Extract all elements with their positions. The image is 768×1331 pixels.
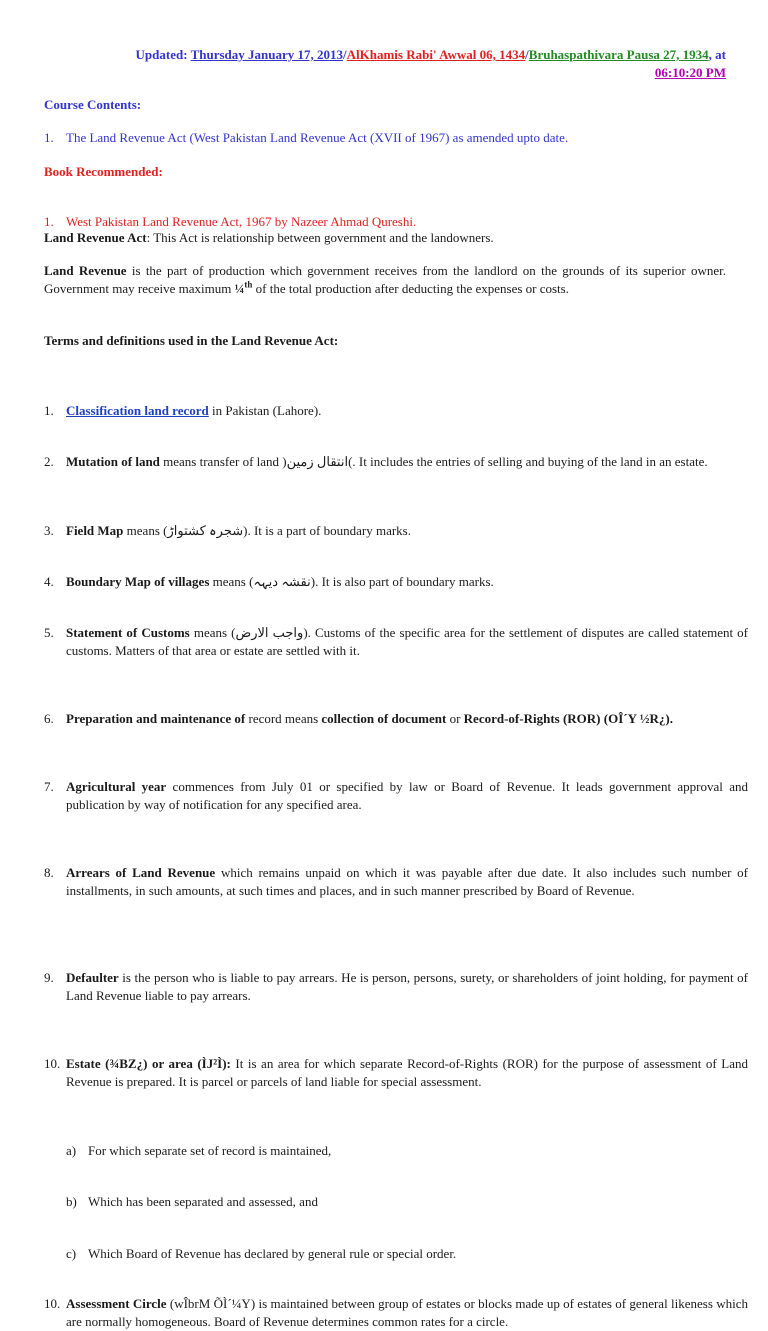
sub-list-item — [66, 1245, 748, 1263]
term-name: Boundary Map of villages — [66, 574, 210, 589]
list-letter: c) — [66, 1246, 77, 1261]
term-text: means (واجب الارض). Customs of the specific area for the settlement of disputes are called statement of customs. Matters of that area or estate are settled with it. — [66, 625, 749, 658]
superscript: th — [244, 279, 253, 290]
sub-list-item — [66, 1193, 748, 1211]
list-number: 10. — [44, 1296, 61, 1311]
list-number: 9. — [44, 970, 54, 985]
time[interactable]: 06:10:20 PM — [654, 65, 726, 80]
land-revenue-act-paragraph — [44, 229, 726, 247]
list-number: 6. — [44, 711, 54, 726]
definition-text: is the part of production which government receives from the landlord on the grounds of its superior owner. Government may receive maximum — [44, 263, 726, 296]
separator: / — [525, 47, 529, 62]
term-text: means (نقشہ دیہہ). It is also part of boundary marks. — [209, 574, 494, 589]
term-text: means transfer of land )انتقال زمین(. It includes the entries of selling and buying of the land in an estate. — [159, 454, 708, 469]
term-text: in Pakistan (Lahore). — [208, 403, 322, 418]
term-text: (wÎbrM ÕÌ´¼Y) is maintained between group of estates or blocks made up of estates of general likeness which are normally homogeneous. Board of Revenue determines common rates for a circle. — [66, 1296, 748, 1329]
separator: / — [343, 47, 347, 62]
sub-item-text: Which Board of Revenue has declared by general rule or special order. — [88, 1246, 457, 1261]
term-name: Arrears of Land Revenue — [66, 865, 216, 880]
list-letter: b) — [66, 1194, 77, 1209]
term-text: commences from July 01 or specified by law or Board of Revenue. It leads government approval and publication by way of notification for any specified area. — [66, 779, 748, 812]
updated-header — [70, 46, 726, 82]
term-item — [44, 522, 748, 540]
term-name: Estate (¾BZ¿) or area (ÌJ²Ì): — [66, 1056, 231, 1071]
term-item — [44, 624, 748, 660]
term-name: Defaulter — [66, 970, 119, 985]
definition-text: : This Act is relationship between government and the landowners. — [146, 230, 494, 245]
term-text: or — [446, 711, 464, 726]
list-letter: a) — [66, 1143, 77, 1158]
book-recommended-heading: Book Recommended: — [44, 164, 163, 179]
list-number: 5. — [44, 625, 54, 640]
list-number: 3. — [44, 523, 54, 538]
term-item — [44, 778, 748, 814]
term-name: Agricultural year — [66, 779, 167, 794]
fraction: ¼ — [234, 281, 245, 296]
term-name: Assessment Circle — [66, 1296, 167, 1311]
land-revenue-paragraph — [44, 262, 726, 298]
term-name: Preparation and maintenance of — [66, 711, 246, 726]
term-name: Field Map — [66, 523, 124, 538]
course-item-text: The Land Revenue Act (West Pakistan Land Revenue Act (XVII of 1967) as amended upto date. — [66, 130, 569, 145]
course-item — [44, 129, 748, 147]
term-item — [44, 453, 748, 471]
term-name: Statement of Customs — [66, 625, 190, 640]
list-number: 8. — [44, 865, 54, 880]
sub-list-item — [66, 1142, 748, 1160]
book-item-text: West Pakistan Land Revenue Act, 1967 by Nazeer Ahmad Qureshi. — [66, 214, 417, 229]
term-text: is the person who is liable to pay arrears. He is person, persons, surety, or shareholders of joint holding, for payment of Land Revenue liable to pay arrears. — [66, 970, 748, 1003]
list-number: 4. — [44, 574, 54, 589]
gregorian-date[interactable]: Thursday January 17, 2013 — [190, 47, 343, 62]
term-name: Mutation of land — [66, 454, 160, 469]
term-item — [44, 573, 748, 591]
term-item — [44, 969, 748, 1005]
term-land-revenue-act: Land Revenue Act — [44, 230, 147, 245]
term-item — [44, 402, 748, 420]
list-number: 1. — [44, 214, 54, 229]
classification-land-record-link[interactable]: Classification land record — [66, 403, 209, 418]
term-item — [44, 864, 748, 900]
term-name: collection of document — [321, 711, 447, 726]
term-item — [44, 710, 748, 728]
hijri-date[interactable]: AlKhamis Rabi' Awwal 06, 1434 — [346, 47, 526, 62]
term-text: record means — [245, 711, 322, 726]
term-name: Record-of-Rights (ROR) (OÎ´Y ½R¿). — [463, 711, 673, 726]
definition-text: of the total production after deducting the expenses or costs. — [252, 281, 569, 296]
term-item — [44, 1055, 748, 1091]
term-text: It is an area for which separate Record-of-Rights (ROR) for the purpose of assessment of Land Revenue is prepared. It is parcel or parcels of land liable for special assessment. — [66, 1056, 748, 1089]
terms-heading: Terms and definitions used in the Land Revenue Act: — [44, 333, 339, 348]
term-text: means (شجرہ کشتواڑ). It is a part of boundary marks. — [123, 523, 411, 538]
saka-date[interactable]: Bruhaspathivara Pausa 27, 1934 — [528, 47, 709, 62]
sub-item-text: Which has been separated and assessed, and — [88, 1194, 318, 1209]
list-number: 10. — [44, 1056, 61, 1071]
updated-label: Updated: — [135, 47, 188, 62]
term-text: which remains unpaid on which it was payable after due date. It also includes such number of installments, in such amounts, at such times and places, and in such manner prescribed by Board of Revenue. — [66, 865, 748, 898]
list-number: 1. — [44, 403, 54, 418]
course-contents-heading: Course Contents: — [44, 97, 142, 112]
at-label: , at — [708, 47, 726, 62]
list-number: 1. — [44, 130, 54, 145]
list-number: 2. — [44, 454, 54, 469]
term-land-revenue: Land Revenue — [44, 263, 127, 278]
sub-item-text: For which separate set of record is maintained, — [88, 1143, 332, 1158]
list-number: 7. — [44, 779, 54, 794]
term-item — [44, 1295, 748, 1331]
